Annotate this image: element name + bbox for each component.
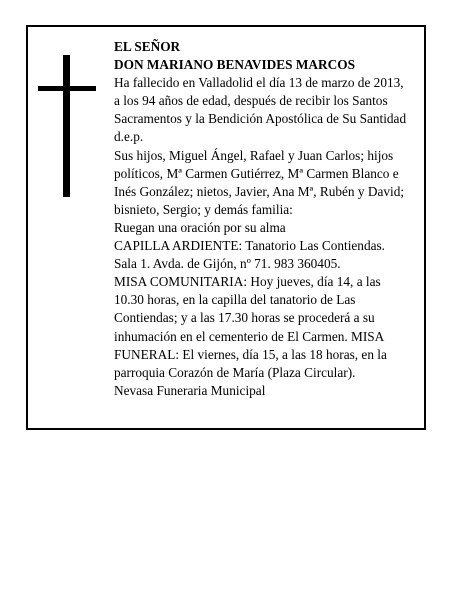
- text-line: MISA COMUNITARIA: Hoy jueves, día 14, a las: [114, 274, 381, 290]
- text-line: Nevasa Funeraria Municipal: [114, 382, 266, 398]
- text-line: d.e.p.: [114, 129, 144, 145]
- notice-heading: EL SEÑOR: [114, 39, 181, 54]
- text-line: Inés González; nietos, Javier, Ana Mª, Rubén y David;: [114, 183, 405, 199]
- text-line: CAPILLA ARDIENTE: Tanatorio Las Contiendas.: [114, 238, 386, 254]
- text-line: parroquia Corazón de María (Plaza Circular).: [114, 364, 356, 380]
- text-line: Ha fallecido en Valladolid el día 13 de marzo de 2013,: [114, 75, 404, 91]
- text-line: Contiendas; y a las 17.30 horas se procederá a su: [114, 310, 375, 326]
- text-line: Ruegan una oración por su alma: [114, 219, 286, 235]
- text-line: 10.30 horas, en la capilla del tanatorio de Las: [114, 292, 356, 308]
- text-line: Sacramentos y la Bendición Apostólica de Su Santidad: [114, 111, 407, 127]
- cross-horizontal-bar: [38, 86, 96, 91]
- text-line: bisnieto, Sergio; y demás familia:: [114, 201, 293, 217]
- text-line: Sala 1. Avda. de Gijón, nº 71. 983 360405.: [114, 256, 341, 272]
- cross-icon: [38, 55, 96, 197]
- text-line: Sus hijos, Miguel Ángel, Rafael y Juan Carlos; hijos: [114, 147, 394, 163]
- text-line: a los 94 años de edad, después de recibir los Santos: [114, 93, 388, 109]
- deceased-name: DON MARIANO BENAVIDES MARCOS: [114, 57, 355, 73]
- text-line: FUNERAL: El viernes, día 15, a las 18 horas, en la: [114, 346, 387, 362]
- obituary-text: [114, 38, 419, 400]
- text-line: políticos, Mª Carmen Gutiérrez, Mª Carmen Blanco e: [114, 165, 399, 181]
- text-line: inhumación en el cementerio de El Carmen. MISA: [114, 328, 385, 344]
- cross-vertical-bar: [63, 55, 70, 197]
